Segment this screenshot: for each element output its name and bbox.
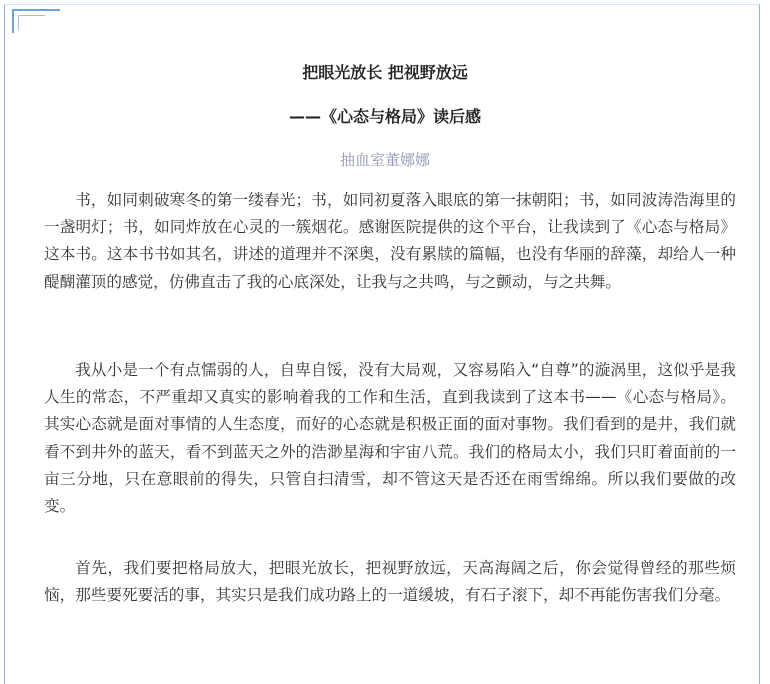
paragraph-2: 我从小是一个有点懦弱的人，自卑自馁，没有大局观，又容易陷入“自尊”的漩涡里，这似乎是我人生的常态，不严重却又真实的影响着我的工作和生活，直到我读到了这本书——《心态与格局》。其实心态就是面对事情的人生态度，而好的心态就是积极正面的面对事物。我们看到的是井，我们就看不到井外的蓝天，看不到蓝天之外的浩渺星海和宇宙八荒。我们的格局太小，我们只盯着面前的一亩三分地，只在意眼前的得失，只管自扫清雪，却不管这天是否还在雨雪绵绵。所以我们要做的改变。 — [44, 361, 736, 516]
corner-bracket-decoration — [12, 9, 60, 33]
article-author: 抽血室董娜娜 — [339, 151, 430, 169]
paragraph-1: 书，如同刺破寒冬的第一缕春光；书，如同初夏落入眼底的第一抹朝阳；书，如同波涛浩海里的一盏明灯；书，如同炸放在心灵的一簇烟花。感谢医院提供的这个平台，让我读到了《心态与格局》这本书。这本书书如其名，讲述的道理并不深奥，没有累牍的篇幅，也没有华丽的辞藻，却给人一种醍醐灌顶的感觉，仿佛直击了我的心底深处，让我与之共鸣，与之颤动，与之共舞。 — [44, 191, 736, 291]
article-subtitle: ——《心态与格局》读后感 — [288, 107, 481, 126]
paragraph-3: 首先，我们要把格局放大，把眼光放长，把视野放远，天高海阔之后，你会觉得曾经的那些烦恼，那些要死要活的事，其实只是我们成功路上的一道缓坡，有石子滚下，却不再能伤害我们分毫。 — [44, 559, 736, 605]
article-title: 把眼光放长 把视野放远 — [302, 63, 468, 82]
